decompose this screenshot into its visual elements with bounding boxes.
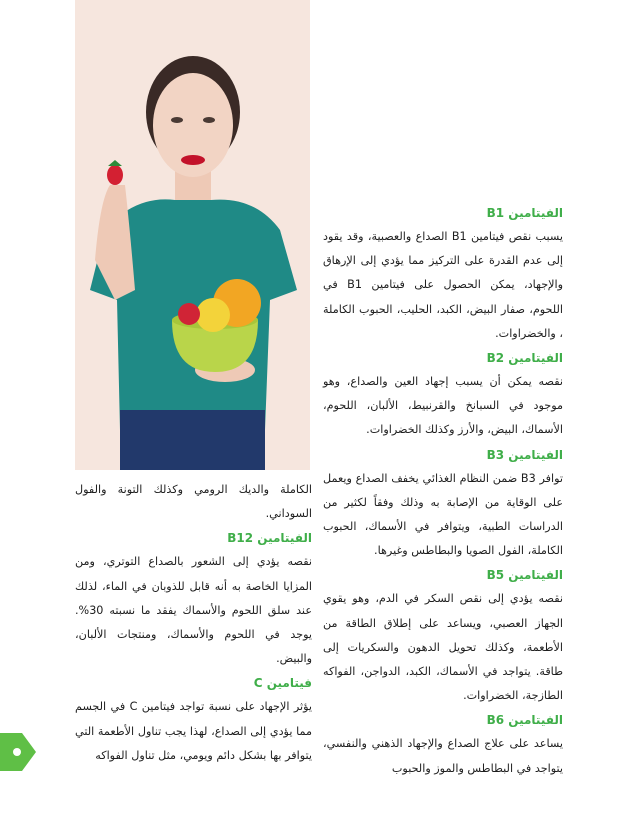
heading-vitamin-b12: الفيتامين B12 <box>227 531 312 546</box>
paragraph-vitamin-b12: نقصه يؤدي إلى الشعور بالصداع التوتري، ومن المزايا الخاصة به أنه قابل للذوبان في الماء، لذلك عند سلق اللحوم والأسماك يفقد ما نسبته 30%. يوجد في اللحوم والأسماك، ومنتجات الألبان، والبيض. <box>75 555 312 666</box>
woman-fruit-photo <box>75 0 310 470</box>
photo-illustration <box>75 0 310 470</box>
page-tab-marker <box>0 733 36 771</box>
heading-vitamin-b6: الفيتامين B6 <box>486 713 563 728</box>
paragraph-vitamin-b5: نقصه يؤدي إلى نقص السكر في الدم، وهو يقوي الجهاز العصبي، ويساعد على إطلاق الطاقة من الأطعمة، وكذلك تحويل الدهون والسكريات إلى طاقة. يتواجد في الأسماك، الكبد، الدواجن، الفواكه الطازجة، الخضراوات. <box>323 592 563 703</box>
heading-vitamin-b5: الفيتامين B5 <box>486 568 563 583</box>
paragraph-vitamin-c: يؤثر الإجهاد على نسبة تواجد فيتامين C في الجسم مما يؤدي إلى الصداع، لهذا يجب تناول الأطعمة التي يتوافر بها بشكل دائم ويومي، مثل تناول الفواكه <box>75 700 313 762</box>
heading-vitamin-c: فيتامين C <box>253 676 312 691</box>
paragraph-vitamin-b6: يساعد على علاج الصداع والإجهاد الذهني والنفسي، يتواجد في البطاطس والموز والحبوب <box>323 737 563 775</box>
paragraph-continuation: الكاملة والديك الرومي وكذلك التونة والفول السوداني. <box>75 483 312 521</box>
heading-vitamin-b1: الفيتامين B1 <box>486 206 563 220</box>
heading-vitamin-b2: الفيتامين B2 <box>486 351 563 366</box>
left-column <box>75 478 312 768</box>
paragraph-vitamin-b2: نقصه يمكن أن يسبب إجهاد العين والصداع، وهو موجود في السبانخ والقرنبيط، الألبان، اللحوم، الأسماك، البيض، والأرز وكذلك الخضراوات. <box>323 375 563 437</box>
paragraph-vitamin-b3: توافر B3 ضمن النظام الغذائي يخفف الصداع ويعمل على الوقاية من الإصابة به وذلك وفقاً لكثير من الدراسات الطبية، ويتوافر في الأسماك، الحبوب الكاملة، الفول الصويا والبطاطس وغيرها. <box>323 471 563 558</box>
right-column <box>323 201 563 781</box>
paragraph-vitamin-b1: يسبب نقص فيتامين B1 الصداع والعصبية، وقد يقود إلى عدم القدرة على التركيز مما يؤدي إلى الإرهاق والإجهاد، يمكن الحصول على فيتامين B1 في اللحوم، صفار البيض، الكبد، الحليب، الحبوب الكاملة ، والخضراوات. <box>323 230 564 340</box>
heading-vitamin-b3: الفيتامين B3 <box>486 447 563 462</box>
